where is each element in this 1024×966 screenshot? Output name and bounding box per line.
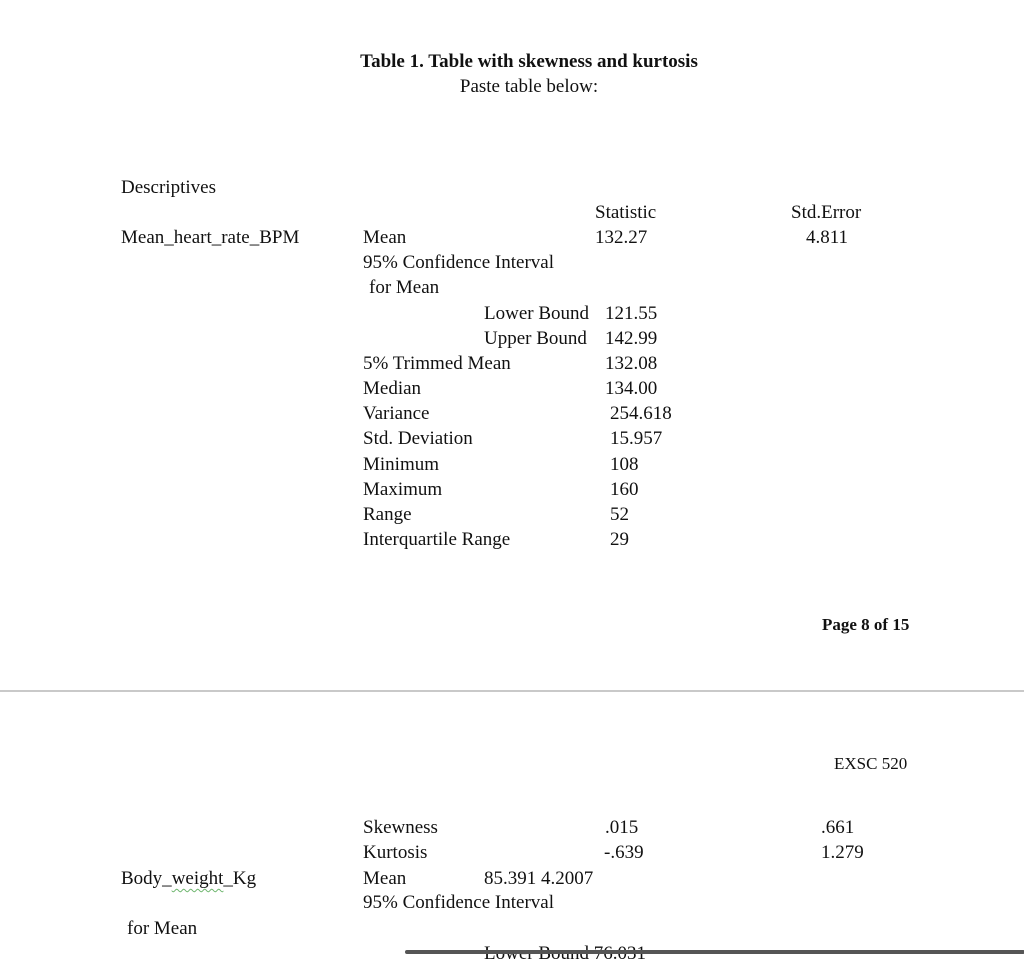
ci-label-for-mean: for Mean <box>369 277 440 298</box>
variance-value: 254.618 <box>610 403 672 424</box>
minimum-value: 108 <box>610 454 639 475</box>
table-subtitle: Paste table below: <box>459 76 599 97</box>
median-value: 134.00 <box>605 378 658 399</box>
page-divider <box>0 690 1024 692</box>
lower-bound-value: 121.55 <box>605 303 658 324</box>
median-label: Median <box>363 378 422 399</box>
descriptives-heading: Descriptives <box>121 177 216 198</box>
page-edge-shadow <box>405 950 1024 954</box>
variance-label: Variance <box>363 403 430 424</box>
variable-name-suffix: _Kg <box>223 868 257 889</box>
mean-label-2: Mean <box>363 868 407 889</box>
std-deviation-label: Std. Deviation <box>363 428 473 449</box>
iqr-value: 29 <box>610 529 629 550</box>
upper-bound-label: Upper Bound <box>484 328 587 349</box>
lower-bound-label: Lower Bound <box>484 303 590 324</box>
variable-name-body-weight <box>121 866 256 891</box>
mean-value: 132.27 <box>595 227 648 248</box>
trimmed-mean-value: 132.08 <box>605 353 658 374</box>
ci-label-for-mean-2: for Mean <box>127 918 198 939</box>
mean-label: Mean <box>363 227 407 248</box>
page-number: Page 8 of 15 <box>822 615 910 634</box>
kurtosis-std-error: 1.279 <box>821 842 864 863</box>
std-error-column-header: Std.Error <box>791 202 862 223</box>
mean-value-and-se-2: 85.391 4.2007 <box>484 868 594 889</box>
trimmed-mean-label: 5% Trimmed Mean <box>363 353 511 374</box>
variable-name-heart-rate: Mean_heart_rate_BPM <box>121 227 300 248</box>
course-header: EXSC 520 <box>834 754 908 773</box>
ci-label-2: 95% Confidence Interval <box>363 892 554 913</box>
range-value: 52 <box>610 504 629 525</box>
table-title: Table 1. Table with skewness and kurtosis <box>360 51 698 72</box>
range-label: Range <box>363 504 412 525</box>
maximum-label: Maximum <box>363 479 443 500</box>
maximum-value: 160 <box>610 479 639 500</box>
statistic-column-header: Statistic <box>595 202 657 223</box>
upper-bound-value: 142.99 <box>605 328 658 349</box>
skewness-label: Skewness <box>363 817 438 838</box>
mean-std-error: 4.811 <box>806 227 849 248</box>
variable-name-prefix: Body_ <box>121 868 172 889</box>
spellcheck-word: weight <box>171 868 224 889</box>
skewness-std-error: .661 <box>821 817 855 838</box>
ci-label: 95% Confidence Interval <box>363 252 554 273</box>
kurtosis-value: -.639 <box>604 842 644 863</box>
iqr-label: Interquartile Range <box>363 529 511 550</box>
kurtosis-label: Kurtosis <box>363 842 428 863</box>
std-deviation-value: 15.957 <box>610 428 663 449</box>
skewness-value: .015 <box>605 817 639 838</box>
minimum-label: Minimum <box>363 454 440 475</box>
